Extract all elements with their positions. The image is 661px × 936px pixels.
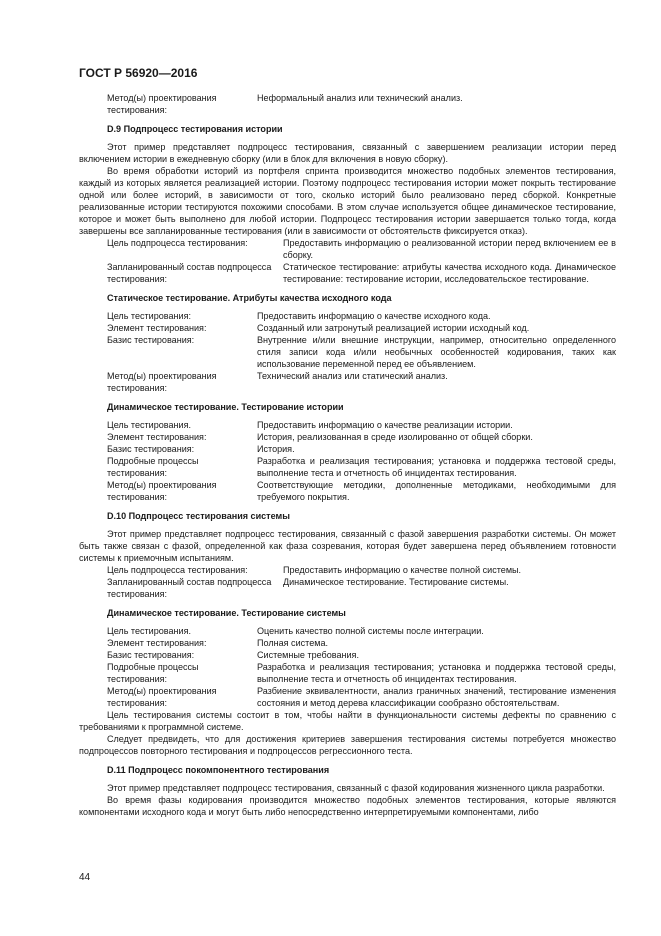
definition-key: Метод(ы) проектирования тестирования:	[107, 93, 217, 115]
definition-value: Статическое тестирование: атрибуты качества исходного кода. Динамическое тестирование: тестирование истории, исследовательское тестирование.	[283, 262, 616, 284]
definition-key: Базис тестирования:	[107, 444, 195, 454]
definition-key: Подробные процессы тестирования:	[107, 456, 199, 478]
definition-row	[79, 637, 616, 649]
definition-key: Цель подпроцесса тестирования:	[107, 565, 248, 575]
definition-key: Метод(ы) проектирования тестирования:	[107, 686, 217, 708]
definition-key: Метод(ы) проектирования тестирования:	[107, 480, 217, 502]
section-heading-d9: D.9 Подпроцесс тестирования истории	[107, 124, 283, 134]
paragraph: Этот пример представляет подпроцесс тестирования, связанный с завершением реализации истории перед включением истории в ежедневную сборку (или в блок для включения в новую сборку).	[79, 142, 616, 164]
definition-key: Запланированный состав подпроцесса тестирования:	[107, 577, 272, 599]
paragraph: Во время обработки историй из портфеля спринта производится множество подобных элементов тестирования, каждый из которых является реализацией истории. Поэтому подпроцесс тестирования истории может покрыть тестирование одной или более историй, в зависимости от того, сколько историй было реализовано перед сборкой. Конкретные реализованные истории тестируются похожими способами. В этом случае используется общее динамическое тестирование, которое и может быть выполнено для любой истории. Подпроцесс тестирования истории завершается только тогда, когда завершены все запланированные тестирования (или в зависимости от обстоятельств фиксируется отказ).	[79, 166, 616, 236]
definition-row	[79, 322, 616, 334]
definition-key: Цель подпроцесса тестирования:	[107, 238, 248, 248]
definition-key: Цель тестирования.	[107, 626, 191, 636]
definition-key: Запланированный состав подпроцесса тестирования:	[107, 262, 272, 284]
subsection-heading: Динамическое тестирование. Тестирование истории	[107, 402, 344, 412]
definition-value: Созданный или затронутый реализацией истории исходный код.	[257, 323, 530, 333]
definition-value: История.	[257, 444, 295, 454]
page-number: 44	[79, 872, 91, 883]
document-header: ГОСТ Р 56920—2016	[79, 66, 198, 80]
definition-value: Предоставить информацию о реализованной истории перед включением ее в сборку.	[283, 238, 616, 260]
definition-value: Разработка и реализация тестирования; установка и поддержка тестовой среды, выполнение теста и отчетность об инцидентах тестирования.	[257, 456, 616, 478]
definition-value: Технический анализ или статический анализ.	[257, 371, 448, 381]
definition-row	[79, 419, 616, 431]
document-body	[79, 92, 616, 818]
paragraph: Этот пример представляет подпроцесс тестирования, связанный с фазой кодирования жизненного цикла разработки.	[107, 783, 605, 793]
definition-key: Базис тестирования:	[107, 335, 195, 345]
definition-key: Элемент тестирования:	[107, 323, 207, 333]
definition-value: Неформальный анализ или технический анализ.	[257, 93, 463, 103]
definition-key: Цель тестирования.	[107, 420, 191, 430]
paragraph: Во время фазы кодирования производится множество подобных элементов тестирования, которые являются компонентами исходного кода и могут быть либо непосредственно интерпретируемыми компонентами, либо	[79, 795, 616, 817]
definition-row	[79, 310, 616, 322]
definition-row	[79, 661, 616, 685]
definition-key: Подробные процессы тестирования:	[107, 662, 199, 684]
definition-row	[79, 455, 616, 479]
definition-row	[79, 564, 616, 576]
definition-row	[79, 334, 616, 370]
definition-key: Цель тестирования:	[107, 311, 191, 321]
definition-key: Метод(ы) проектирования тестирования:	[107, 371, 217, 393]
definition-row	[79, 431, 616, 443]
definition-value: Динамическое тестирование. Тестирование системы.	[283, 577, 509, 587]
definition-row	[79, 625, 616, 637]
definition-key: Элемент тестирования:	[107, 432, 207, 442]
definition-value: Предоставить информацию о качестве полной системы.	[283, 565, 522, 575]
section-heading-d10: D.10 Подпроцесс тестирования системы	[107, 511, 290, 521]
definition-row	[79, 92, 616, 116]
paragraph: Этот пример представляет подпроцесс тестирования, связанный с фазой завершения разработки системы. Он может быть также связан с фазой, определенной как фаза созревания, которая будет завершена перед объявлением готовности системы к приемочным испытаниям.	[79, 529, 616, 563]
subsection-heading: Статическое тестирование. Атрибуты качества исходного кода	[107, 293, 392, 303]
definition-row	[79, 237, 616, 261]
definition-row	[79, 479, 616, 503]
definition-key: Элемент тестирования:	[107, 638, 207, 648]
definition-row	[79, 576, 616, 600]
definition-row	[79, 370, 616, 394]
definition-value: Предоставить информацию о качестве исходного кода.	[257, 311, 491, 321]
definition-row	[79, 443, 616, 455]
section-heading-d11: D.11 Подпроцесс покомпонентного тестирования	[107, 765, 330, 775]
paragraph: Цель тестирования системы состоит в том, чтобы найти в функциональности системы дефекты по сравнению с требованиями к программной системе.	[79, 710, 616, 732]
definition-value: Оценить качество полной системы после интеграции.	[257, 626, 484, 636]
definition-key: Базис тестирования:	[107, 650, 195, 660]
definition-value: Разбиение эквивалентности, анализ граничных значений, тестирование изменения состояния и метод дерева классификации сообразно обстоятельствам.	[257, 686, 616, 708]
definition-value: Предоставить информацию о качестве реализации истории.	[257, 420, 513, 430]
definition-row	[79, 261, 616, 285]
definition-row	[79, 685, 616, 709]
definition-value: Полная система.	[257, 638, 328, 648]
definition-row	[79, 649, 616, 661]
subsection-heading: Динамическое тестирование. Тестирование системы	[107, 608, 346, 618]
definition-value: Разработка и реализация тестирования; установка и поддержка тестовой среды, выполнение теста и отчетность об инцидентах тестирования.	[257, 662, 616, 684]
definition-value: Соответствующие методики, дополненные методиками, необходимыми для требуемого покрытия.	[257, 480, 616, 502]
paragraph: Следует предвидеть, что для достижения критериев завершения тестирования системы потребуется множество подпроцессов повторного тестирования и подпроцессов регрессионного теста.	[79, 734, 616, 756]
definition-value: Системные требования.	[257, 650, 359, 660]
definition-value: История, реализованная в среде изолированно от общей сборки.	[257, 432, 533, 442]
definition-value: Внутренние и/или внешние инструкции, например, относительно определенного стиля записи кода и/или необычных особенностей кодирования, таких как использование переменной перед ее объявлением.	[257, 335, 616, 369]
